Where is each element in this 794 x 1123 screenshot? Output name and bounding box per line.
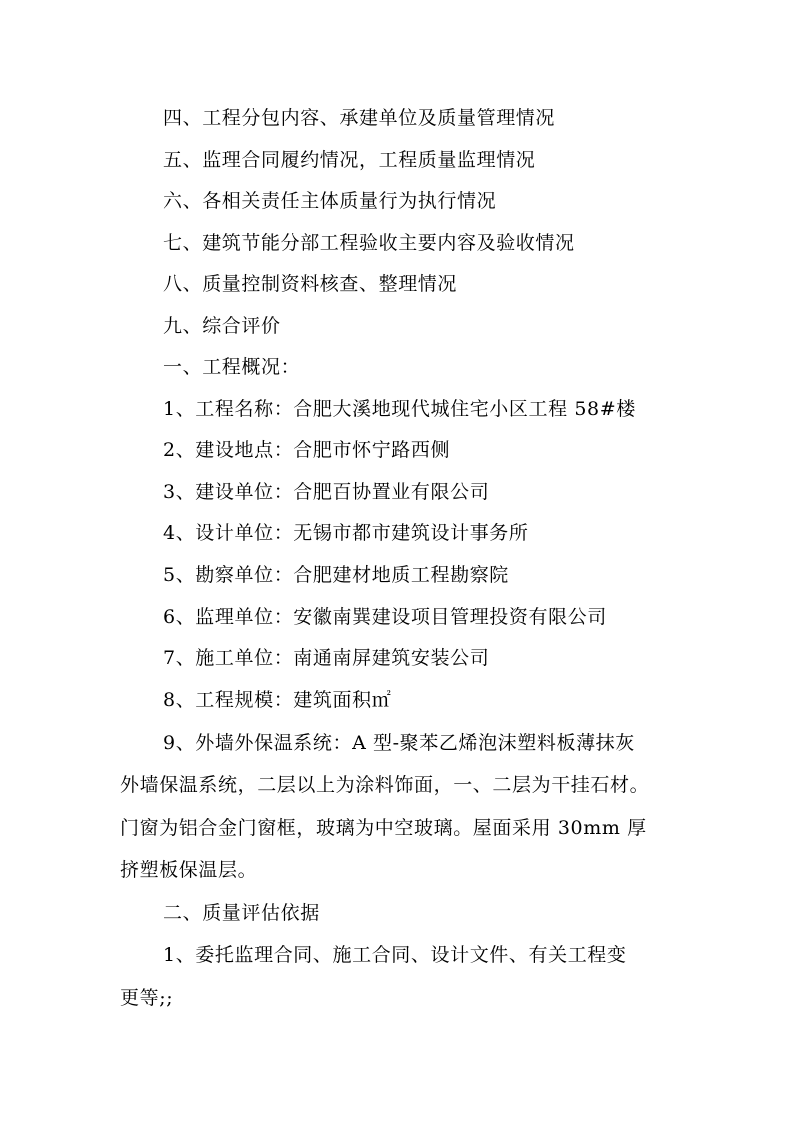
item-survey-unit: 5、勘察单位：合肥建材地质工程勘察院 [163,564,509,586]
item-project-name: 1、工程名称：合肥大溪地现代城住宅小区工程 58#楼 [163,398,636,420]
item-construction-site: 2、建设地点：合肥市怀宁路西侧 [163,439,451,461]
item-contractor: 7、施工单位：南通南屏建筑安装公司 [163,647,490,669]
item-supervision-unit: 6、监理单位：安徽南巽建设项目管理投资有限公司 [163,606,607,628]
section-heading-4: 四、工程分包内容、承建单位及质量管理情况 [163,107,556,129]
section-heading-project-overview: 一、工程概况： [163,356,301,378]
item-project-scale: 8、工程规模：建筑面积㎡ [163,689,392,711]
paragraph-insulation-line-2: 外墙保温系统，二层以上为涂料饰面，一、二层为干挂石材。 [120,774,650,796]
section-heading-7: 七、建筑节能分部工程验收主要内容及验收情况 [163,232,575,254]
section-heading-5: 五、监理合同履约情况，工程质量监理情况 [163,149,536,171]
paragraph-insulation-line-1: 9、外墙外保温系统：A 型-聚苯乙烯泡沫塑料板薄抹灰 [163,732,635,754]
item-design-unit: 4、设计单位：无锡市都市建筑设计事务所 [163,522,529,544]
paragraph-insulation-line-3: 门窗为铝合金门窗框，玻璃为中空玻璃。屋面采用 30mm 厚 [120,817,647,839]
section-heading-8: 八、质量控制资料核查、整理情况 [163,273,458,295]
paragraph-insulation-line-4: 挤塑板保温层。 [120,859,258,881]
section-heading-9: 九、综合评价 [163,315,281,337]
section-heading-6: 六、各相关责任主体质量行为执行情况 [163,190,497,212]
paragraph-basis-line-2: 更等;; [120,987,174,1009]
item-developer: 3、建设单位：合肥百协置业有限公司 [163,481,490,503]
section-heading-assessment-basis: 二、质量评估依据 [163,902,320,924]
paragraph-basis-line-1: 1、委托监理合同、施工合同、设计文件、有关工程变 [163,944,627,966]
